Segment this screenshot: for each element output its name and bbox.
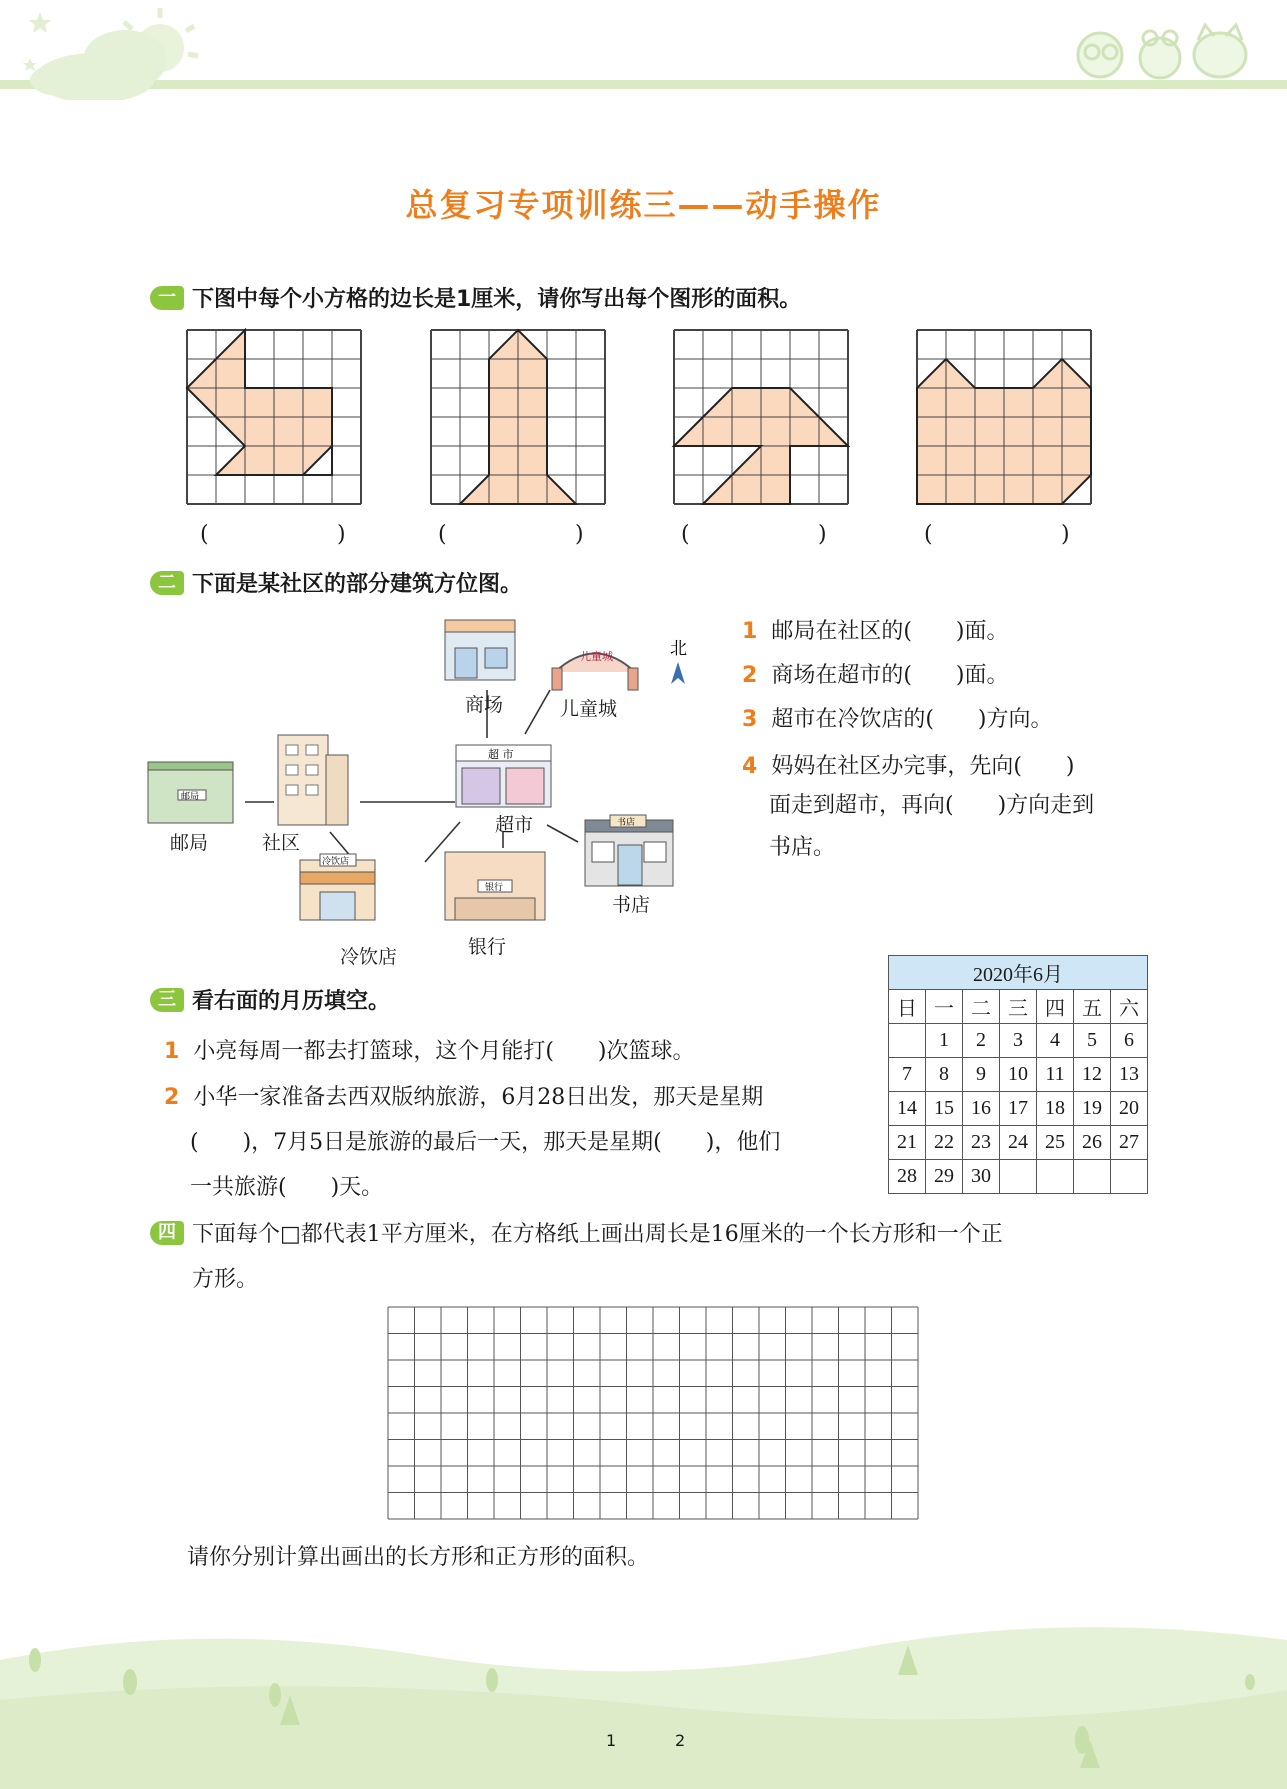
weekday-cell: 二: [963, 990, 1000, 1024]
section3-question-2: [164, 1080, 763, 1111]
day-cell: 26: [1074, 1126, 1111, 1160]
question-text: 超市在冷饮店的( )方向。: [771, 707, 1053, 732]
section3-question-1: [164, 1034, 694, 1065]
area-figure-4: [917, 330, 1091, 504]
cloud-icon: [30, 30, 167, 100]
day-cell: 29: [926, 1160, 963, 1194]
post-office-icon: [148, 762, 233, 823]
day-cell: 27: [1111, 1126, 1148, 1160]
day-cell: 6: [1111, 1024, 1148, 1058]
day-cell: [1037, 1160, 1074, 1194]
day-cell: 10: [1000, 1058, 1037, 1092]
question-number: 3: [742, 707, 758, 732]
weekday-cell: 四: [1037, 990, 1074, 1024]
map-label-post-office: 邮局: [170, 832, 209, 854]
calendar: [888, 955, 1148, 1194]
question-number: 1: [164, 1039, 180, 1064]
section4-line1: 下面每个□都代表1平方厘米，在方格纸上画出周长是16厘米的一个长方形和一个正: [192, 1222, 1003, 1247]
answer-paren-open-1: (: [200, 522, 209, 547]
section2-question-4-line2: 面走到超市，再向( )方向走到: [769, 793, 1095, 818]
question-text-line1: 妈妈在社区办完事，先向( ): [771, 754, 1075, 779]
page-number-right: 2: [675, 1731, 686, 1750]
post-office-sign-text: 邮局: [181, 792, 200, 802]
calendar-week-row: [889, 1160, 1148, 1194]
day-cell: 30: [963, 1160, 1000, 1194]
day-cell: 12: [1074, 1058, 1111, 1092]
question-number: 1: [742, 619, 758, 644]
day-cell: 4: [1037, 1024, 1074, 1058]
question-number: 4: [742, 754, 758, 779]
day-cell: 1: [926, 1024, 963, 1058]
weekday-cell: 五: [1074, 990, 1111, 1024]
bank-sign-text: 银行: [485, 883, 504, 893]
mall-building-icon: [445, 620, 515, 680]
day-cell: 16: [963, 1092, 1000, 1126]
day-cell: 25: [1037, 1126, 1074, 1160]
area-figure-1: [187, 330, 361, 504]
cold-drink-sign-text: 冷饮店: [322, 857, 350, 867]
area-figure-3: [674, 330, 848, 504]
section2-heading-text: 下面是某社区的部分建筑方位图。: [192, 572, 523, 597]
kids-city-sign-text: 儿童城: [580, 650, 613, 663]
answer-paren-close-2: ): [575, 522, 584, 547]
page-number-left: 1: [606, 1731, 617, 1750]
day-cell: 5: [1074, 1024, 1111, 1058]
section2-question-4: [742, 746, 1074, 788]
weekday-cell: 日: [889, 990, 926, 1024]
day-cell: 18: [1037, 1092, 1074, 1126]
map-label-mall: 商场: [465, 694, 504, 716]
day-cell: 13: [1111, 1058, 1148, 1092]
day-cell: 21: [889, 1126, 926, 1160]
day-cell: 28: [889, 1160, 926, 1194]
day-cell: 8: [926, 1058, 963, 1092]
cold-drink-shop-icon: [300, 854, 375, 920]
calendar-week-row: [889, 1092, 1148, 1126]
question-text: 小亮每周一都去打篮球，这个月能打( )次篮球。: [193, 1039, 695, 1064]
map-label-cold-drink: 冷饮店: [340, 946, 398, 968]
question-number: 2: [164, 1085, 180, 1110]
weekday-cell: 六: [1111, 990, 1148, 1024]
section3-heading-text: 看右面的月历填空。: [192, 989, 391, 1014]
section-badge: 一: [150, 286, 184, 310]
section4-heading: [150, 1217, 1003, 1248]
page-title: 总复习专项训练三——动手操作: [405, 186, 882, 224]
answer-paren-close-3: ): [818, 522, 827, 547]
area-figures: [0, 320, 1287, 520]
section2-question-4-line3: 书店。: [769, 835, 836, 860]
day-cell: 24: [1000, 1126, 1037, 1160]
answer-paren-open-2: (: [438, 522, 447, 547]
question-text: 商场在超市的( )面。: [771, 663, 1009, 688]
answer-paren-open-3: (: [681, 522, 690, 547]
day-cell: 3: [1000, 1024, 1037, 1058]
day-cell: 17: [1000, 1092, 1037, 1126]
answer-paren-close-4: ): [1061, 522, 1070, 547]
calendar-caption: 2020年6月: [889, 956, 1148, 990]
calendar-week-row: [889, 1126, 1148, 1160]
map-label-bank: 银行: [468, 936, 507, 958]
bank-building-icon: [445, 852, 545, 920]
map-label-supermarket: 超市: [495, 814, 534, 836]
day-cell: 7: [889, 1058, 926, 1092]
bookstore-icon: [585, 815, 673, 886]
section1-heading-text: 下图中每个小方格的边长是1厘米，请你写出每个图形的面积。: [192, 287, 802, 312]
day-cell: 19: [1074, 1092, 1111, 1126]
question-text: 邮局在社区的( )面。: [771, 619, 1009, 644]
section2-question-2: [742, 658, 1008, 689]
day-cell: 22: [926, 1126, 963, 1160]
day-cell: 23: [963, 1126, 1000, 1160]
day-cell: 15: [926, 1092, 963, 1126]
answer-paren-open-4: (: [924, 522, 933, 547]
star-icon: [23, 12, 51, 71]
section3-question-2-line3: 一共旅游( )天。: [190, 1175, 384, 1200]
day-cell: [1074, 1160, 1111, 1194]
section-badge: 四: [150, 1221, 184, 1245]
day-cell: 11: [1037, 1058, 1074, 1092]
section4-line2: 方形。: [192, 1267, 259, 1292]
day-cell: 9: [963, 1058, 1000, 1092]
day-cell: 20: [1111, 1092, 1148, 1126]
day-cell: [1000, 1160, 1037, 1194]
drawing-grid-paper[interactable]: [387, 1306, 919, 1520]
section-badge: 二: [150, 571, 184, 595]
day-cell: [889, 1024, 926, 1058]
calendar-week-row: [889, 1024, 1148, 1058]
north-arrow-icon: [671, 662, 685, 684]
section1-heading: [150, 282, 801, 313]
community-building-icon: [278, 735, 348, 825]
area-figure-2: [431, 330, 605, 504]
answer-paren-close-1: ): [337, 522, 346, 547]
section2-question-1: [742, 614, 1008, 645]
map-label-bookstore: 书店: [612, 894, 651, 916]
bookstore-sign-text: 书店: [617, 818, 636, 828]
weekday-cell: 三: [1000, 990, 1037, 1024]
question-number: 2: [742, 663, 758, 688]
question-text-line1: 小华一家准备去西双版纳旅游，6月28日出发，那天是星期: [193, 1085, 764, 1110]
map-label-community: 社区: [262, 832, 301, 854]
supermarket-icon: [456, 745, 551, 807]
section-badge: 三: [150, 988, 184, 1012]
section2-heading: [150, 567, 522, 598]
day-cell: 2: [963, 1024, 1000, 1058]
section2-question-3: [742, 702, 1052, 733]
map-label-kids-city: 儿童城: [560, 698, 618, 720]
kids-city-icon: [552, 649, 638, 690]
calendar-weekday-row: [889, 990, 1148, 1024]
section3-heading: [150, 984, 390, 1015]
day-cell: 14: [889, 1092, 926, 1126]
weekday-cell: 一: [926, 990, 963, 1024]
cartoon-animals-icon: [1078, 25, 1246, 78]
header-decoration: [0, 0, 1287, 100]
supermarket-sign-text: 超 市: [488, 748, 514, 761]
section3-question-2-line2: ( )，7月5日是旅游的最后一天，那天是星期( )，他们: [190, 1130, 781, 1155]
section4-footer-text: 请你分别计算出画出的长方形和正方形的面积。: [187, 1545, 650, 1570]
footer-landscape: [0, 1600, 1287, 1789]
calendar-week-row: [889, 1058, 1148, 1092]
day-cell: [1111, 1160, 1148, 1194]
north-label: 北: [670, 639, 687, 659]
